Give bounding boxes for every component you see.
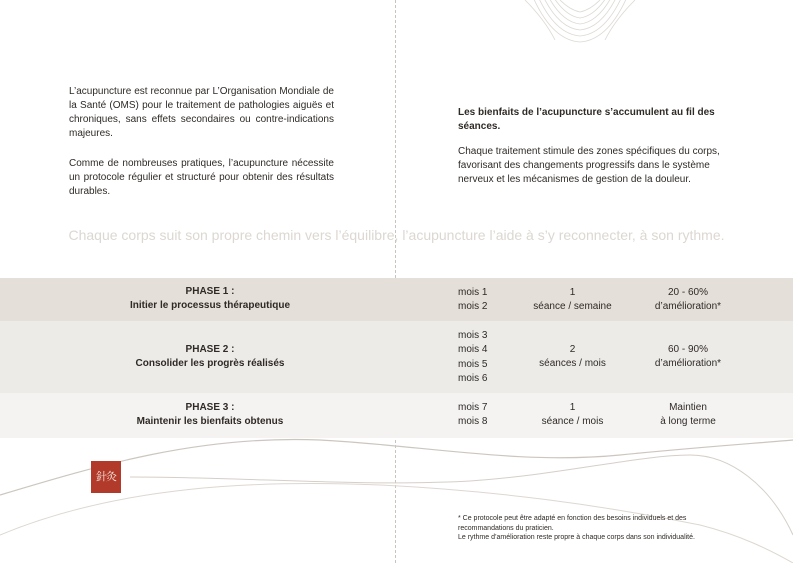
phase-months [458,329,487,387]
benefits-paragraph: Chaque traitement stimule des zones spécifiques du corps, favorisant des changements progressifs dans le système nerveux et les mécanismes de gestion de la douleur. [458,146,720,185]
improvement-value: 60 - 90% [667,344,709,355]
flower-ornament-icon [510,0,650,50]
month-item: mois 8 [458,416,488,428]
phase-description: Maintenir les bienfaits obtenus [136,416,284,427]
frequency-unit: séances / mois [539,358,606,370]
frequency-count: 2 [569,344,576,355]
phase-row-1 [0,278,793,321]
frequency-unit: séance / semaine [533,301,612,313]
month-item: mois 1 [458,287,488,298]
improvement-label: d’amélioration* [654,358,722,370]
phase-label [110,285,310,313]
month-item: mois 7 [458,402,488,413]
benefits-heading: Les bienfaits de l’acupuncture s’accumulent au fil des séances. [458,107,715,132]
frequency-count: 1 [569,287,576,298]
frequency-unit: séance / mois [541,416,604,428]
phase-description: Initier le processus thérapeutique [129,300,291,311]
phase-frequency [525,286,620,315]
improvement-label: d’amélioration* [654,301,722,313]
frequency-count: 1 [569,402,576,413]
phase-frequency [525,343,620,372]
phase-label [110,343,310,371]
improvement-value: 20 - 60% [667,287,709,298]
phase-improvement [638,343,738,372]
improvement-label: à long terme [660,416,716,428]
month-item: mois 2 [458,301,488,313]
month-item: mois 5 [458,358,488,370]
phase-title: PHASE 2 : [185,344,235,355]
phase-improvement [638,286,738,315]
footnote-line: recommandations du praticien. [458,524,554,532]
improvement-value: Maintien [669,402,707,413]
phase-row-2 [0,321,793,393]
month-item: mois 6 [458,373,488,385]
footnote [458,514,738,543]
phase-title: PHASE 3 : [185,402,235,413]
phase-title: PHASE 1 : [185,286,235,297]
intro-paragraph: Comme de nombreuses pratiques, l’acupuncture nécessite un protocole régulier et structuré pour obtenir des résultats durables. [69,158,334,197]
tagline: Chaque corps suit son propre chemin vers l’équilibre, l’acupuncture l’aide à s’y reconnecter, à son rythme. [68,227,725,243]
footnote-line: * Ce protocole peut être adapté en fonction des besoins individuels et des [458,515,687,522]
footnote-line: Le rythme d’amélioration reste propre à chaque corps dans son individualité. [458,534,695,542]
phase-description: Consolider les progrès réalisés [135,358,285,369]
phase-months [458,286,487,315]
intro-paragraph-bold: L’acupuncture est reconnue par L’Organisation Mondiale de la Santé (OMS) pour le traitement de pathologies aiguës et chroniques, sans effets secondaires ou contre-indications majeures. [69,86,334,139]
month-item: mois 4 [458,344,488,356]
month-item: mois 3 [458,330,488,341]
acupuncture-seal-stamp: 針灸 [91,461,121,493]
